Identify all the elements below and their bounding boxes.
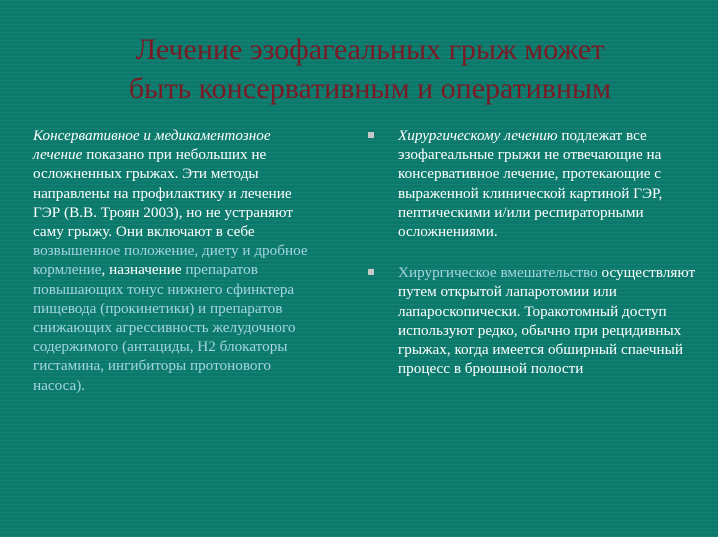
surgical-indications-heading: Хирургическому лечению	[398, 127, 558, 144]
surgical-approach-heading: Хирургическое вмешательство	[398, 264, 598, 282]
conservative-treatment-text	[33, 126, 318, 395]
conservative-text-2: , назначение	[101, 261, 186, 279]
conservative-highlight-1: возвышенное положение, диету и дробное кормление	[33, 242, 308, 279]
bullet-item-surgical-indications	[368, 126, 703, 241]
square-bullet-icon	[368, 269, 374, 275]
title-line-2: быть консервативным и оперативным	[128, 72, 612, 105]
square-bullet-icon	[368, 132, 374, 138]
surgical-indications-text: подлежат все эзофагеальные грыжи не отвечающие на консервативное лечение, протекающие с выраженной клинической картиной ГЭР, пептическими и/или респираторными осложнениями.	[398, 127, 663, 241]
bullet-item-surgical-approach	[368, 263, 703, 378]
surgical-approach-text: осуществляют путем открытой лапаротомии или лапароскопически. Торакотомный доступ используют редко, обычно при рецидивных грыжах, когда имеется обширный спаечный процесс в брюшной полости	[398, 264, 696, 378]
conservative-text-1: показано при небольших не осложненных грыжах. Эти методы направлены на профилактику и лечение ГЭР (В.В. Троян 2003), но не устраняют саму грыжу. Они включают в себе	[33, 146, 293, 241]
title-line-1: Лечение эзофагеальных грыж может	[135, 33, 605, 66]
slide-title	[60, 30, 680, 108]
conservative-highlight-2: препаратов повышающих тонус нижнего сфинктера пищевода (прокинетики) и препаратов снижающих агрессивность желудочного содержимого (антациды, Н2 блокаторы гистамина, ингибиторы протонового насоса).	[33, 261, 296, 394]
surgical-treatment-list	[368, 126, 703, 378]
conservative-heading: Консервативное и медикаментозное лечение	[33, 127, 271, 164]
